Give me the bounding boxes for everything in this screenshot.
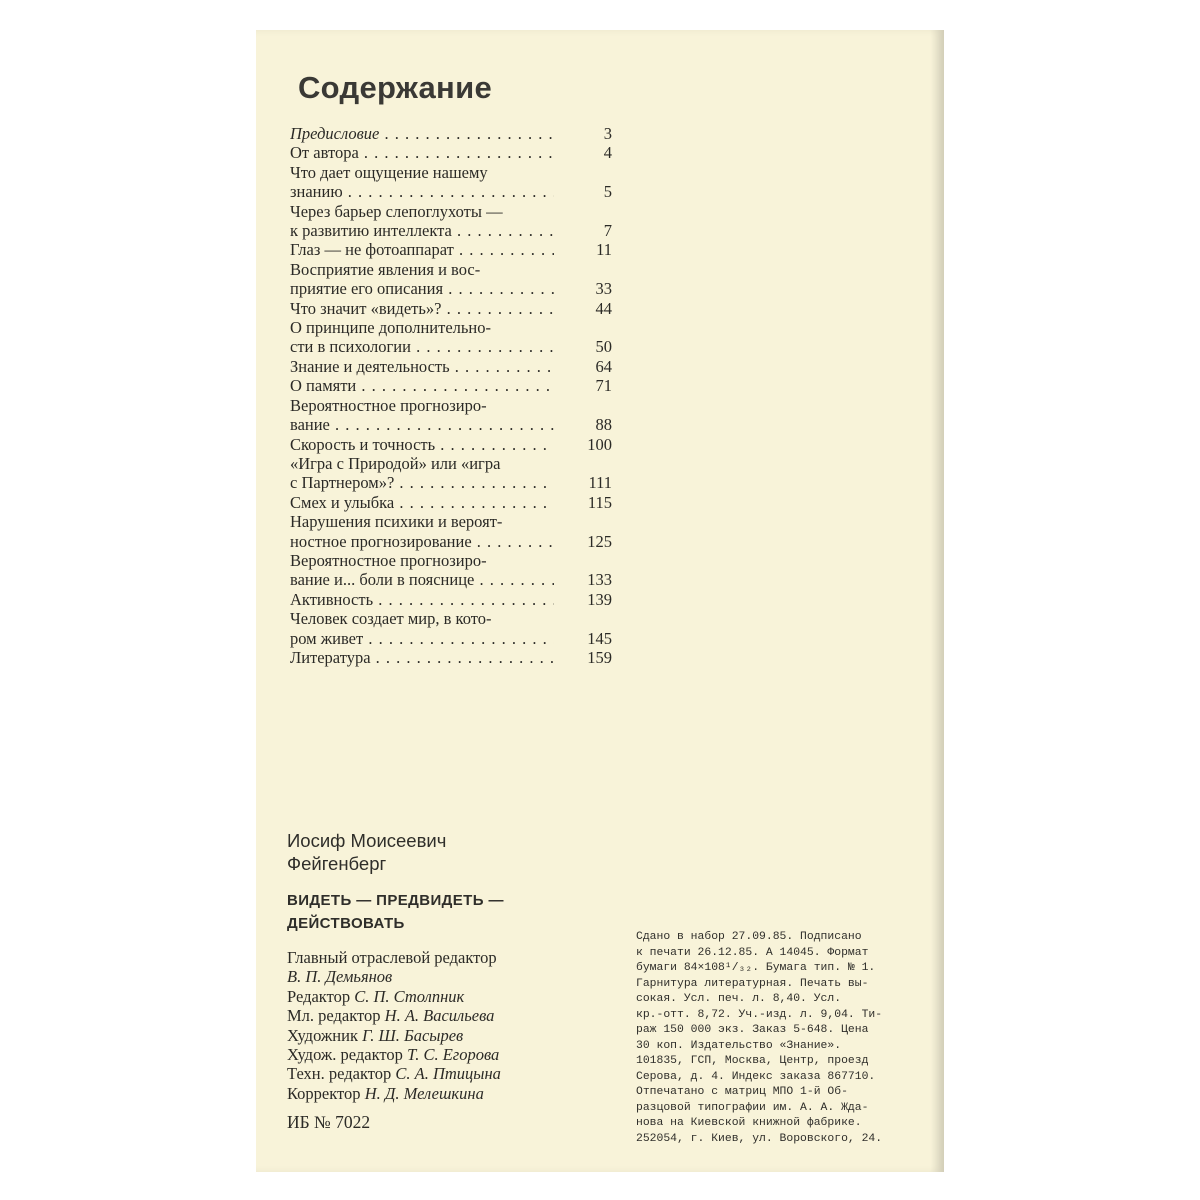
toc-entry [290,318,612,357]
toc-entry-title [290,124,554,143]
credit-line [287,987,501,1006]
toc-entry [290,648,612,667]
toc-entry-title-line: От автора . . . [290,143,554,162]
credit-person: С. А. Птицына [395,1064,501,1084]
toc-entry-title [290,260,554,299]
toc-entry-title-line: Вероятностное прогнозиро- [290,395,487,415]
editorial-credits [287,948,501,1103]
toc-entry-title [290,376,554,395]
toc-entry [290,609,612,648]
credit-line [287,1006,501,1025]
toc-entry-title [290,357,554,376]
toc-entry-title [290,202,554,241]
toc-entry-title-line: Через барьер слепоглухоты — [290,201,503,221]
imprint-line: кр.-отт. 8,72. Уч.-изд. л. 9,04. Ти- [636,1008,883,1021]
credit-role: Главный отраслевой редактор [287,948,497,967]
toc-entry [290,299,612,318]
toc-entry-page-number: 44 [554,299,612,318]
table-of-contents [290,124,612,667]
toc-entry-page-number: 33 [554,279,612,298]
toc-entry-page-number: 50 [554,337,612,356]
imprint-line: Серова, д. 4. Индекс заказа 867710. [636,1070,876,1083]
toc-entry-title-line: ностное прогнозирование . . . [290,532,554,551]
credit-line [287,967,501,986]
toc-entry-page-number: 7 [554,221,612,240]
toc-entry-title-line: с Партнером»? . . . [290,473,554,492]
toc-entry-title [290,590,554,609]
toc-entry-title-line: Скорость и точность . . . [290,435,554,454]
author-name-line: Фейгенберг [287,853,387,874]
toc-entry-page-number: 100 [554,435,612,454]
toc-entry [290,376,612,395]
toc-entry [290,357,612,376]
toc-entry-title-line: к развитию интеллекта . . . [290,221,554,240]
toc-entry-title [290,163,554,202]
toc-entry [290,512,612,551]
toc-entry-title [290,435,554,454]
page-edge-shadow [930,30,944,1172]
credit-role: Худож. редактор [287,1045,408,1065]
imprint-line: Гарнитура литературная. Печать вы- [636,977,869,990]
credit-person: Н. Д. Мелешкина [364,1083,484,1103]
toc-entry-title-line: ром живет . . . [290,629,554,648]
credit-line [287,948,501,967]
toc-entry-title [290,240,554,259]
toc-entry-page-number: 5 [554,182,612,201]
toc-entry [290,435,612,454]
toc-entry-title-line: вание и... боли в пояснице . . . [290,570,554,589]
toc-entry-page-number: 111 [554,473,612,492]
toc-entry-page-number: 139 [554,590,612,609]
imprint-line: к печати 26.12.85. А 14045. Формат [636,946,869,959]
toc-entry-title [290,493,554,512]
toc-entry [290,163,612,202]
credit-person: Н. А. Васильева [384,1006,495,1026]
toc-entry-title [290,318,554,357]
author-name [287,829,446,875]
book-title-line: ДЕЙСТВОВАТЬ [287,915,405,932]
toc-entry-title [290,299,554,318]
credit-person: Г. Ш. Басырев [362,1025,464,1045]
credit-person: В. П. Демьянов [287,967,393,987]
toc-entry-title-line: Восприятие явления и вос- [290,259,481,279]
imprint-line: 252054, г. Киев, ул. Воровского, 24. [636,1132,883,1145]
toc-entry-page-number: 64 [554,357,612,376]
toc-entry [290,143,612,162]
toc-entry-title-line: Глаз — не фотоаппарат . . . [290,240,554,259]
imprint-line: 101835, ГСП, Москва, Центр, проезд [636,1055,869,1067]
toc-entry-title-line: Нарушения психики и вероят- [290,512,503,532]
credit-role: Мл. редактор [287,1006,385,1026]
credit-line [287,1045,501,1064]
toc-entry-title-line: Литература . . . [290,648,554,667]
imprint-line: 30 коп. Издательство «Знание». [636,1039,842,1052]
toc-entry-title-line: Смех и улыбка . . . [290,493,554,512]
author-name-line: Иосиф Моисеевич [287,830,447,851]
credit-role: Корректор [287,1083,365,1103]
imprint-block [636,930,918,1147]
toc-entry-title-line: приятие его описания . . . [290,279,554,298]
toc-entry-title-line: Предисловие . . . [290,124,554,143]
toc-entry-title [290,396,554,435]
toc-entry-title-line: О принципе дополнительно- [290,318,491,338]
toc-entry-title-line: вание . . . [290,415,554,434]
toc-entry-title-line: Что дает ощущение нашему [290,162,488,182]
toc-entry [290,240,612,259]
toc-entry-page-number: 71 [554,376,612,395]
toc-entry [290,124,612,143]
book-title-line: ВИДЕТЬ — ПРЕДВИДЕТЬ — [287,892,504,909]
toc-entry-page-number: 159 [554,648,612,667]
toc-entry-title [290,512,554,551]
imprint-line: нова на Киевской книжной фабрике. [636,1117,862,1129]
imprint-line: бумаги 84×108¹/₃₂. Бумага тип. № 1. [636,962,876,974]
imprint-line: Сдано в набор 27.09.85. Подписано [636,931,862,943]
toc-entry-title-line: Человек создает мир, в кото- [290,609,492,629]
toc-entry-title [290,551,554,590]
toc-entry-page-number: 145 [554,629,612,648]
toc-entry [290,493,612,512]
credit-person: С. П. Столпник [354,986,465,1006]
toc-entry-title-line: знанию . . . [290,182,554,201]
toc-entry-title [290,648,554,667]
imprint-line: Отпечатано с матриц МПО 1-й Об- [636,1086,848,1098]
credit-line [287,1084,501,1103]
credit-role: Техн. редактор [287,1064,396,1084]
toc-entry-title-line: Знание и деятельность . . . [290,357,554,376]
toc-entry-page-number: 3 [554,124,612,143]
toc-entry [290,202,612,241]
toc-entry-title-line: сти в психологии . . . [290,337,554,356]
toc-entry-title-line: О памяти . . . [290,376,554,395]
imprint-line: сокая. Усл. печ. л. 8,40. Усл. [636,993,842,1005]
toc-entry [290,551,612,590]
toc-entry-page-number: 115 [554,493,612,512]
toc-entry [290,396,612,435]
credit-role: Редактор [287,986,355,1006]
toc-entry-page-number: 133 [554,570,612,589]
imprint-line: разцовой типографии им. А. А. Жда- [636,1101,869,1114]
toc-entry [290,260,612,299]
toc-entry [290,454,612,493]
contents-heading: Содержание [298,70,492,105]
toc-entry-title-line: Вероятностное прогнозиро- [290,550,487,570]
toc-entry-page-number: 4 [554,143,612,162]
imprint-line: раж 150 000 экз. Заказ 5-648. Цена [636,1024,869,1036]
toc-entry-title-line: Что значит «видеть»? . . . [290,299,554,318]
toc-entry-page-number: 125 [554,532,612,551]
book-title [287,889,504,935]
credit-person: Т. С. Егорова [407,1045,500,1065]
toc-entry-title [290,454,554,493]
toc-entry-title [290,143,554,162]
toc-entry-page-number: 11 [554,240,612,259]
toc-entry-title-line: «Игра с Природой» или «игра [290,453,501,473]
credit-line [287,1026,501,1045]
credit-role: Художник [287,1025,363,1045]
credit-line [287,1064,501,1083]
toc-entry [290,590,612,609]
toc-entry-page-number: 88 [554,415,612,434]
toc-entry-title [290,609,554,648]
toc-entry-title-line: Активность . . . [290,590,554,609]
ib-number: ИБ № 7022 [287,1112,371,1132]
